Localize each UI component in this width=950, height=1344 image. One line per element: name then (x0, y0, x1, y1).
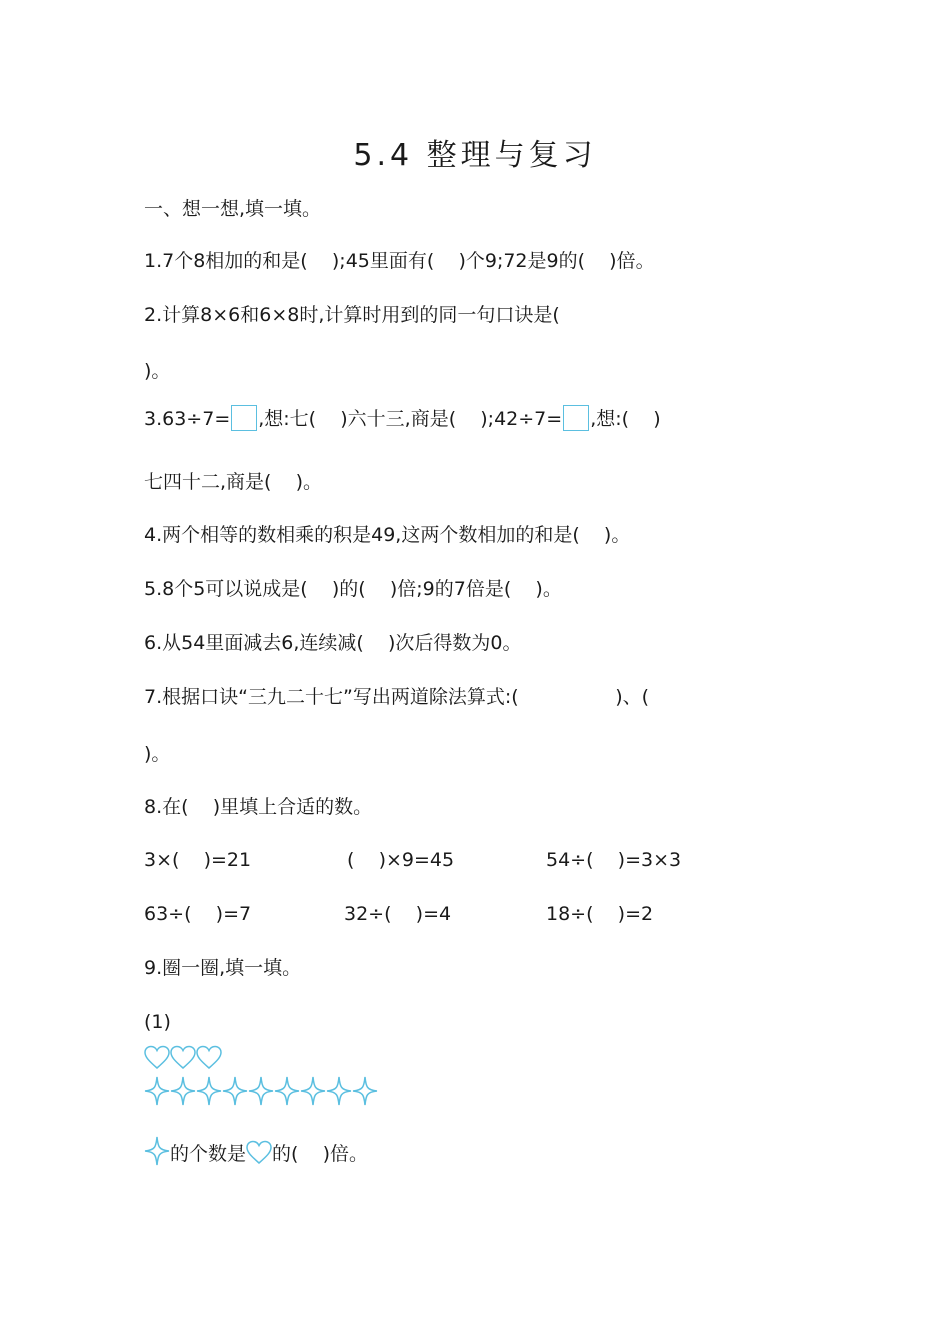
star-icon (274, 1076, 300, 1106)
q8-item: 54÷( )=3×3 (546, 849, 682, 871)
question-9: 9.圈一圈,填一填。 (144, 957, 302, 979)
question-9-1-text (144, 1136, 368, 1173)
question-3-line-2: 七四十二,商是( )。 (144, 471, 323, 493)
question-5: 5.8个5可以说成是( )的( )倍;9的7倍是( )。 (144, 578, 562, 600)
page-title: 5.4 整理与复习 (353, 138, 597, 173)
star-icon (222, 1076, 248, 1106)
star-icon (170, 1076, 196, 1106)
question-7-line-1: 7.根据口诀“三九二十七”写出两道除法算式:( )、( (144, 686, 650, 708)
star-icon (300, 1076, 326, 1106)
star-icon (144, 1136, 170, 1173)
heart-icon (170, 1045, 196, 1071)
question-3-line-1 (144, 405, 661, 432)
heart-icon (144, 1045, 170, 1071)
q8-item: 3×( )=21 (144, 849, 252, 871)
question-9-1-label: (1) (144, 1011, 171, 1033)
star-icon (144, 1076, 170, 1106)
q3-part-1: 3.63÷7= (144, 408, 231, 430)
question-2-line-1: 2.计算8×6和6×8时,计算时用到的同一句口诀是( (144, 304, 560, 326)
q9-text-b: 的( )倍。 (272, 1143, 368, 1165)
question-8: 8.在( )里填上合适的数。 (144, 796, 373, 818)
star-icon (248, 1076, 274, 1106)
section-heading: 一、想一想,填一填。 (144, 198, 322, 220)
question-1: 1.7个8相加的和是( );45里面有( )个9;72是9的( )倍。 (144, 250, 655, 272)
q8-item: ( )×9=45 (347, 849, 455, 871)
q3-part-3: ,想:( ) (590, 408, 661, 430)
question-2-line-2: )。 (144, 360, 171, 382)
q8-item: 32÷( )=4 (344, 903, 452, 925)
answer-box[interactable] (231, 405, 257, 431)
q8-item: 63÷( )=7 (144, 903, 252, 925)
heart-icon (196, 1045, 222, 1071)
heart-icon (246, 1140, 272, 1173)
q9-text-a: 的个数是 (170, 1143, 247, 1165)
question-7-line-2: )。 (144, 743, 171, 765)
question-6: 6.从54里面减去6,连续减( )次后得数为0。 (144, 632, 522, 654)
star-icon (196, 1076, 222, 1106)
question-4: 4.两个相等的数相乘的积是49,这两个数相加的和是( )。 (144, 524, 631, 546)
q3-part-2: ,想:七( )六十三,商是( );42÷7= (258, 408, 563, 430)
star-icon (326, 1076, 352, 1106)
q8-item: 18÷( )=2 (546, 903, 654, 925)
star-icon (352, 1076, 378, 1106)
answer-box[interactable] (563, 405, 589, 431)
